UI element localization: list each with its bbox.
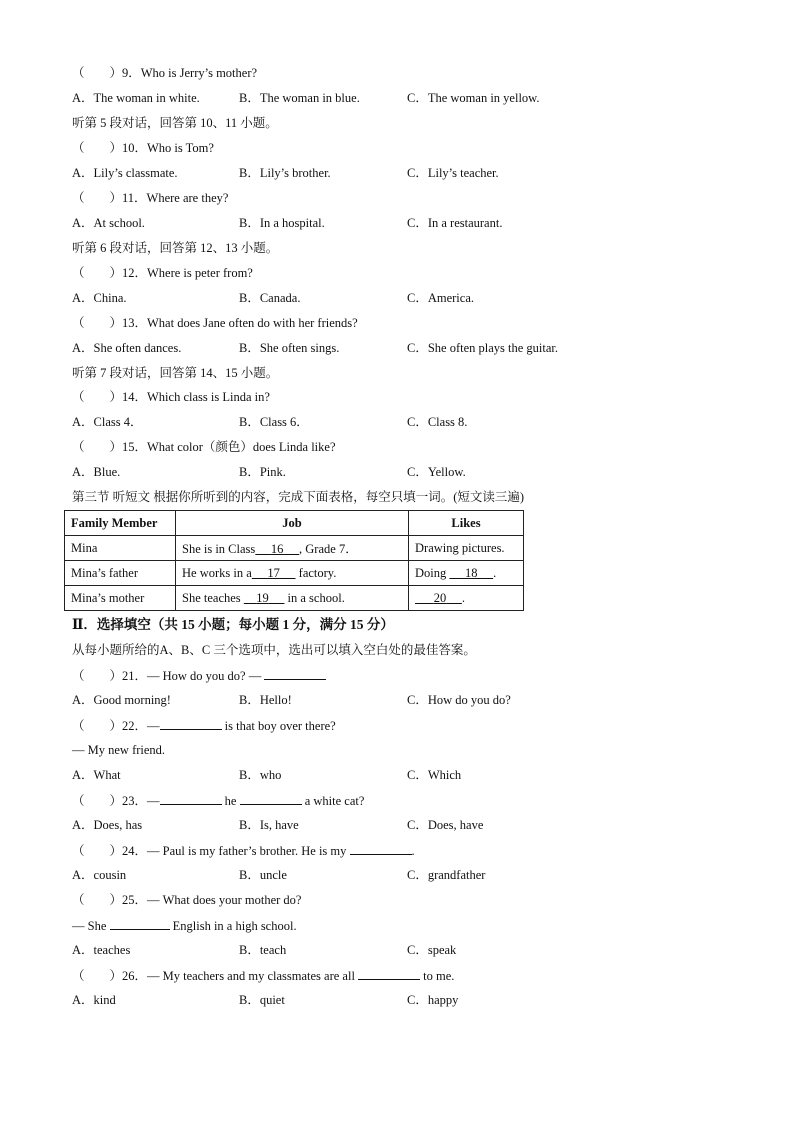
- likes-text-end: .: [461, 590, 465, 605]
- question-26-text: （ ）26．— My teachers and my classmates are all: [72, 969, 359, 983]
- question-9: （ ）9．Who is Jerry’s mother?: [72, 66, 258, 80]
- blank-20[interactable]: [415, 591, 462, 605]
- job-cell: [176, 586, 409, 611]
- likes-cell: [409, 561, 524, 586]
- question-14-option-a: A．Class 4．: [72, 415, 143, 429]
- blank-17[interactable]: [252, 566, 296, 580]
- question-14-option-b: B．Class 6．: [239, 415, 309, 429]
- part-2-title: Ⅱ．选择填空（共 15 小题；每小题 1 分，满分 15 分）: [72, 617, 394, 632]
- question-10: （ ）10．Who is Tom?: [72, 141, 214, 155]
- answer-blank[interactable]: [160, 717, 222, 730]
- blank-18[interactable]: [449, 566, 493, 580]
- blank-16[interactable]: [255, 542, 299, 556]
- question-12-option-a: A．China.: [72, 291, 127, 305]
- question-23-text: （ ）23．—: [72, 794, 160, 808]
- question-14-option-c: C．Class 8.: [407, 415, 468, 429]
- question-25-response: [72, 917, 297, 934]
- question-14: （ ）14．Which class is Linda in?: [72, 390, 270, 404]
- answer-blank[interactable]: [358, 967, 420, 980]
- question-21-option-a: A．Good morning!: [72, 693, 171, 707]
- question-24-option-b: B．uncle: [239, 868, 287, 882]
- answer-blank[interactable]: [264, 667, 326, 680]
- likes-text-end: .: [493, 565, 497, 580]
- member-cell: Mina’s father: [65, 561, 176, 586]
- question-11-option-c: C．In a restaurant.: [407, 216, 503, 230]
- question-25-response-end: English in a high school.: [169, 919, 297, 933]
- question-13-option-c: C．She often plays the guitar.: [407, 341, 559, 355]
- question-22-option-a: A．What: [72, 768, 121, 782]
- section-6-instruction: 听第 6 段对话，回答第 12、13 小题。: [72, 241, 279, 255]
- family-table: [64, 510, 524, 611]
- question-24-text-end: .: [411, 844, 415, 858]
- blank-19[interactable]: [244, 591, 285, 605]
- question-22-option-c: C．Which: [407, 768, 462, 782]
- question-13-option-a: A．She often dances.: [72, 341, 182, 355]
- question-21-option-c: C．How do you do?: [407, 693, 511, 707]
- question-11: （ ）11．Where are they?: [72, 191, 229, 205]
- section-7-instruction: 听第 7 段对话，回答第 14、15 小题。: [72, 366, 279, 380]
- question-10-option-a: A．Lily’s classmate.: [72, 166, 178, 180]
- member-cell: Mina: [65, 536, 176, 561]
- table-row: [65, 536, 524, 561]
- question-21-option-b: B．Hello!: [239, 693, 292, 707]
- question-24-text: （ ）24．— Paul is my father’s brother. He is my: [72, 844, 350, 858]
- answer-blank[interactable]: [240, 792, 302, 805]
- question-22-option-b: B．who: [239, 768, 282, 782]
- question-26-text-end: to me.: [420, 969, 455, 983]
- question-23-text-mid: he: [221, 794, 240, 808]
- answer-blank[interactable]: [110, 917, 170, 930]
- question-23: [72, 792, 364, 809]
- job-text: He works in a: [182, 565, 252, 580]
- question-21: [72, 667, 326, 684]
- blank-number: 20: [433, 590, 447, 605]
- question-15: （ ）15．What color（颜色）does Linda like?: [72, 440, 336, 454]
- question-24: [72, 842, 415, 859]
- question-9-option-c: C．The woman in yellow.: [407, 91, 540, 105]
- question-26-option-a: A．kind: [72, 993, 116, 1007]
- question-23-text-end: a white cat?: [301, 794, 365, 808]
- blank-number: 16: [270, 542, 284, 556]
- question-25: （ ）25．— What does your mother do?: [72, 893, 302, 907]
- question-26-option-b: B．quiet: [239, 993, 285, 1007]
- question-25-option-a: A．teaches: [72, 943, 131, 957]
- question-25-option-b: B．teach: [239, 943, 287, 957]
- question-23-option-b: B．Is, have: [239, 818, 299, 832]
- question-26-option-c: C．happy: [407, 993, 459, 1007]
- question-26: [72, 967, 454, 984]
- table-header-row: [65, 511, 524, 536]
- header-job: Job: [176, 511, 409, 536]
- job-text-end: factory.: [295, 565, 337, 580]
- question-11-option-b: B．In a hospital.: [239, 216, 325, 230]
- question-21-text: （ ）21．— How do you do? —: [72, 669, 262, 683]
- question-24-option-a: A．cousin: [72, 868, 127, 882]
- question-22-text-end: is that boy over there?: [221, 719, 336, 733]
- header-likes: Likes: [409, 511, 524, 536]
- question-9-option-b: B．The woman in blue.: [239, 91, 360, 105]
- likes-text: Doing: [415, 565, 450, 580]
- job-cell: [176, 561, 409, 586]
- header-family-member: Family Member: [65, 511, 176, 536]
- section-3-instruction: 第三节 听短文 根据你所听到的内容，完成下面表格，每空只填一词。(短文读三遍): [72, 490, 525, 504]
- question-23-option-a: A．Does, has: [72, 818, 143, 832]
- section-5-instruction: 听第 5 段对话，回答第 10、11 小题。: [72, 116, 278, 130]
- question-10-option-b: B．Lily’s brother.: [239, 166, 331, 180]
- question-15-option-a: A．Blue.: [72, 465, 121, 479]
- job-text-end: in a school.: [284, 590, 345, 605]
- question-9-option-a: A．The woman in white.: [72, 91, 200, 105]
- question-12-option-b: B．Canada.: [239, 291, 301, 305]
- question-12: （ ）12．Where is peter from?: [72, 266, 253, 280]
- job-text: She teaches: [182, 590, 244, 605]
- question-25-response-text: — She: [72, 919, 110, 933]
- job-text: She is in Class: [182, 542, 256, 556]
- likes-cell: Drawing pictures.: [409, 536, 524, 561]
- job-cell: [176, 536, 409, 561]
- question-23-option-c: C．Does, have: [407, 818, 484, 832]
- answer-blank[interactable]: [160, 792, 222, 805]
- part-2-instruction: 从每小题所给的A、B、C 三个选项中，选出可以填入空白处的最佳答案。: [72, 643, 476, 657]
- member-cell: Mina’s mother: [65, 586, 176, 611]
- table-row: [65, 561, 524, 586]
- question-24-option-c: C．grandfather: [407, 868, 486, 882]
- blank-number: 18: [465, 565, 478, 580]
- question-12-option-c: C．America.: [407, 291, 474, 305]
- question-10-option-c: C．Lily’s teacher.: [407, 166, 499, 180]
- question-22-text: （ ）22．—: [72, 719, 160, 733]
- question-13: （ ）13．What does Jane often do with her friends?: [72, 316, 358, 330]
- blank-number: 17: [267, 565, 280, 580]
- blank-number: 19: [256, 590, 269, 605]
- question-11-option-a: A．At school.: [72, 216, 145, 230]
- question-15-option-c: C．Yellow.: [407, 465, 466, 479]
- question-22: [72, 717, 336, 734]
- question-25-option-c: C．speak: [407, 943, 457, 957]
- table-row: [65, 586, 524, 611]
- question-15-option-b: B．Pink.: [239, 465, 286, 479]
- answer-blank[interactable]: [350, 842, 412, 855]
- question-13-option-b: B．She often sings.: [239, 341, 340, 355]
- likes-cell: [409, 586, 524, 611]
- question-22-response: — My new friend.: [72, 743, 166, 757]
- job-text-end: , Grade 7．: [299, 542, 358, 556]
